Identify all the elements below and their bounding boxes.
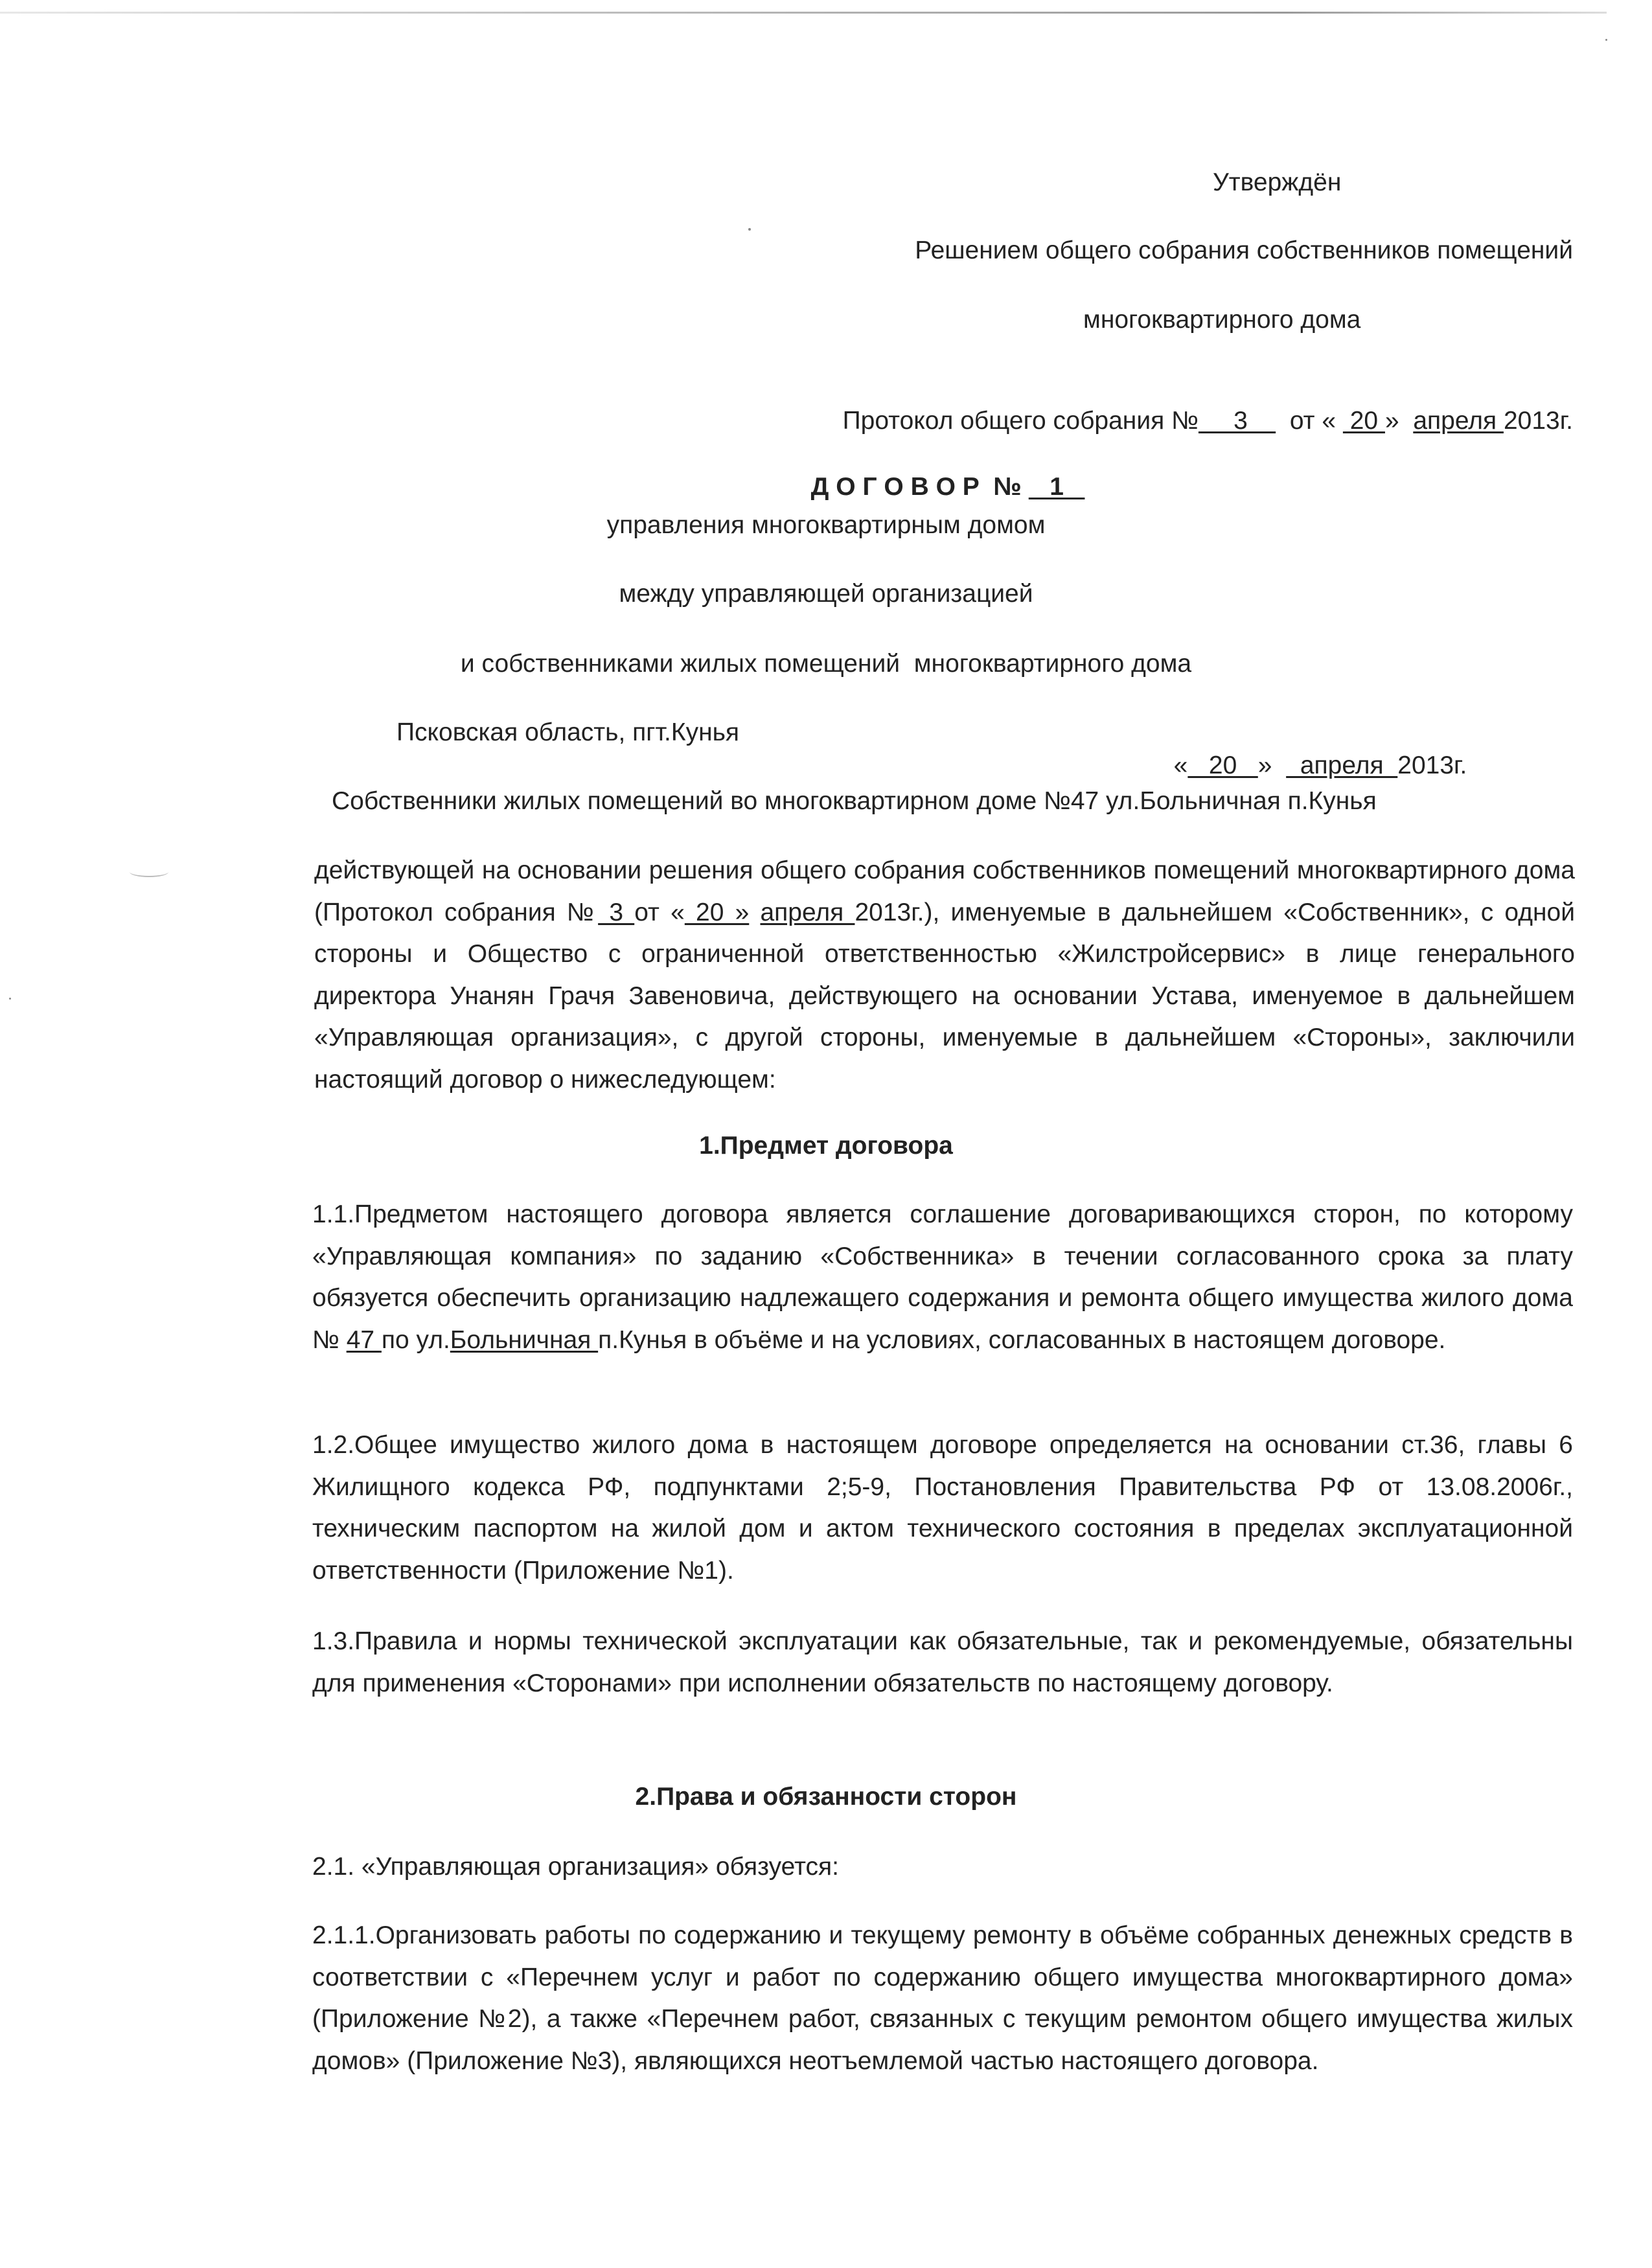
scan-speck — [1605, 39, 1607, 41]
intro-protocol-number: 3 — [598, 898, 635, 926]
section-2-1: 2.1. «Управляющая организация» обязуется: — [312, 1853, 839, 1881]
intro-month: апреля — [760, 898, 855, 926]
contract-place: Псковская область, пгт.Кунья — [396, 718, 740, 746]
approval-line-1: Утверждён — [1213, 168, 1342, 196]
intro-paragraph — [314, 850, 1575, 1101]
title-label: Д О Г О В О Р № — [810, 473, 1029, 501]
date-open: « — [1173, 751, 1188, 779]
date-month: апреля — [1286, 751, 1398, 779]
s11-house-number: 47 — [346, 1325, 382, 1354]
date-sep: » — [1257, 751, 1287, 779]
protocol-label: Протокол общего собрания № — [842, 407, 1199, 435]
scan-speck — [9, 998, 11, 1000]
owners-line: Собственники жилых помещений во многоквартирном доме №47 ул.Больничная п.Кунья — [332, 787, 1377, 815]
section-2-1-1 — [312, 1915, 1573, 2082]
s11-text-2: по ул. — [381, 1325, 450, 1354]
document-title — [797, 441, 1084, 503]
section-2-1-1-text: 2.1.1.Организовать работы по содержанию и текущему ремонту в объёме собранных денежных средств в соответствии с «Перечнем услуг и работ по содержанию общего имущества многоквартирного дома» (Приложение №2), а также «Перечнем работ, связанных с текущим ремонтом общего имущества жилых домов» (Приложение №3), являющихся неотъемлемой частью настоящего договора. — [312, 1921, 1573, 2075]
section-1-3 — [312, 1621, 1573, 1704]
title-line-4: и собственниками жилых помещений многоквартирного дома — [460, 650, 1192, 678]
section-1-2 — [312, 1425, 1573, 1592]
approval-line-2: Решением общего собрания собственников помещений — [915, 236, 1573, 264]
intro-text — [314, 850, 1575, 1101]
approval-protocol-line — [829, 374, 1573, 437]
intro-text-2: от « — [634, 898, 685, 926]
section-1-3-text: 1.3.Правила и нормы технической эксплуатации как обязательные, так и рекомендуемые, обязательны для применения «Сторонами» при исполнении обязательств по настоящему договору. — [312, 1627, 1573, 1697]
protocol-from: от « — [1276, 407, 1343, 435]
scan-top-edge — [0, 12, 1607, 14]
title-line-2: управления многоквартирным домом — [606, 511, 1046, 539]
title-line-3: между управляющей организацией — [619, 580, 1033, 608]
scan-mark — [130, 867, 168, 877]
intro-day: 20 » — [684, 898, 750, 926]
approval-line-3: многоквартирного дома — [1083, 306, 1361, 334]
contract-number: 1 — [1028, 473, 1085, 501]
s11-street: Больничная — [450, 1325, 599, 1354]
section-1-1-text — [312, 1194, 1573, 1361]
intro-text-4: 2013г.), именуемые в дальнейшем «Собственник», с одной стороны и Общество с ограниченной ответственностью «Жилстройсервис» в лице генерального директора Унанян Грачя Завеновича, действующего на основании Устава, именуемое в дальнейшем «Управляющая организация», с другой стороны, именуемые в дальнейшем «Стороны», заключили настоящий договор о нижеследующем: — [314, 898, 1575, 1094]
protocol-year: 2013г. — [1503, 407, 1573, 435]
section-2-heading: 2.Права и обязанности сторон — [635, 1783, 1017, 1811]
s11-text-1: 1.1.Предметом настоящего договора является соглашение договаривающихся сторон, по которому «Управляющая компания» по заданию «Собственника» в течении согласованного срока за плату обязуется обеспечить организацию надлежащего содержания и ремонта общего имущества жилого дома № — [312, 1200, 1573, 1354]
protocol-day: 20 — [1342, 407, 1385, 435]
date-year: 2013г. — [1397, 751, 1467, 779]
section-1-heading: 1.Предмет договора — [699, 1132, 953, 1160]
date-day: 20 — [1187, 751, 1258, 779]
protocol-sep: » — [1384, 407, 1414, 435]
scan-speck — [748, 228, 751, 231]
protocol-number: 3 — [1198, 407, 1276, 435]
intro-text-3 — [749, 899, 760, 926]
section-1-2-text: 1.2.Общее имущество жилого дома в настоящем договоре определяется на основании ст.36, главы 6 Жилищного кодекса РФ, подпунктами 2;5-9, Постановления Правительства РФ от 13.08.2006г., техническим паспортом на жилой дом и актом технического состояния в пределах эксплуатационной ответственности (Приложение №1). — [312, 1431, 1573, 1585]
intro-text-1: действующей на основании решения общего собрания собственников помещений многоквартирного дома (Протокол собрания № — [314, 856, 1575, 926]
contract-date — [1160, 719, 1467, 781]
s11-text-3: п.Кунья в объёме и на условиях, согласованных в настоящем договоре. — [598, 1325, 1446, 1354]
section-1-1 — [312, 1194, 1573, 1361]
protocol-month: апреля — [1413, 407, 1504, 435]
